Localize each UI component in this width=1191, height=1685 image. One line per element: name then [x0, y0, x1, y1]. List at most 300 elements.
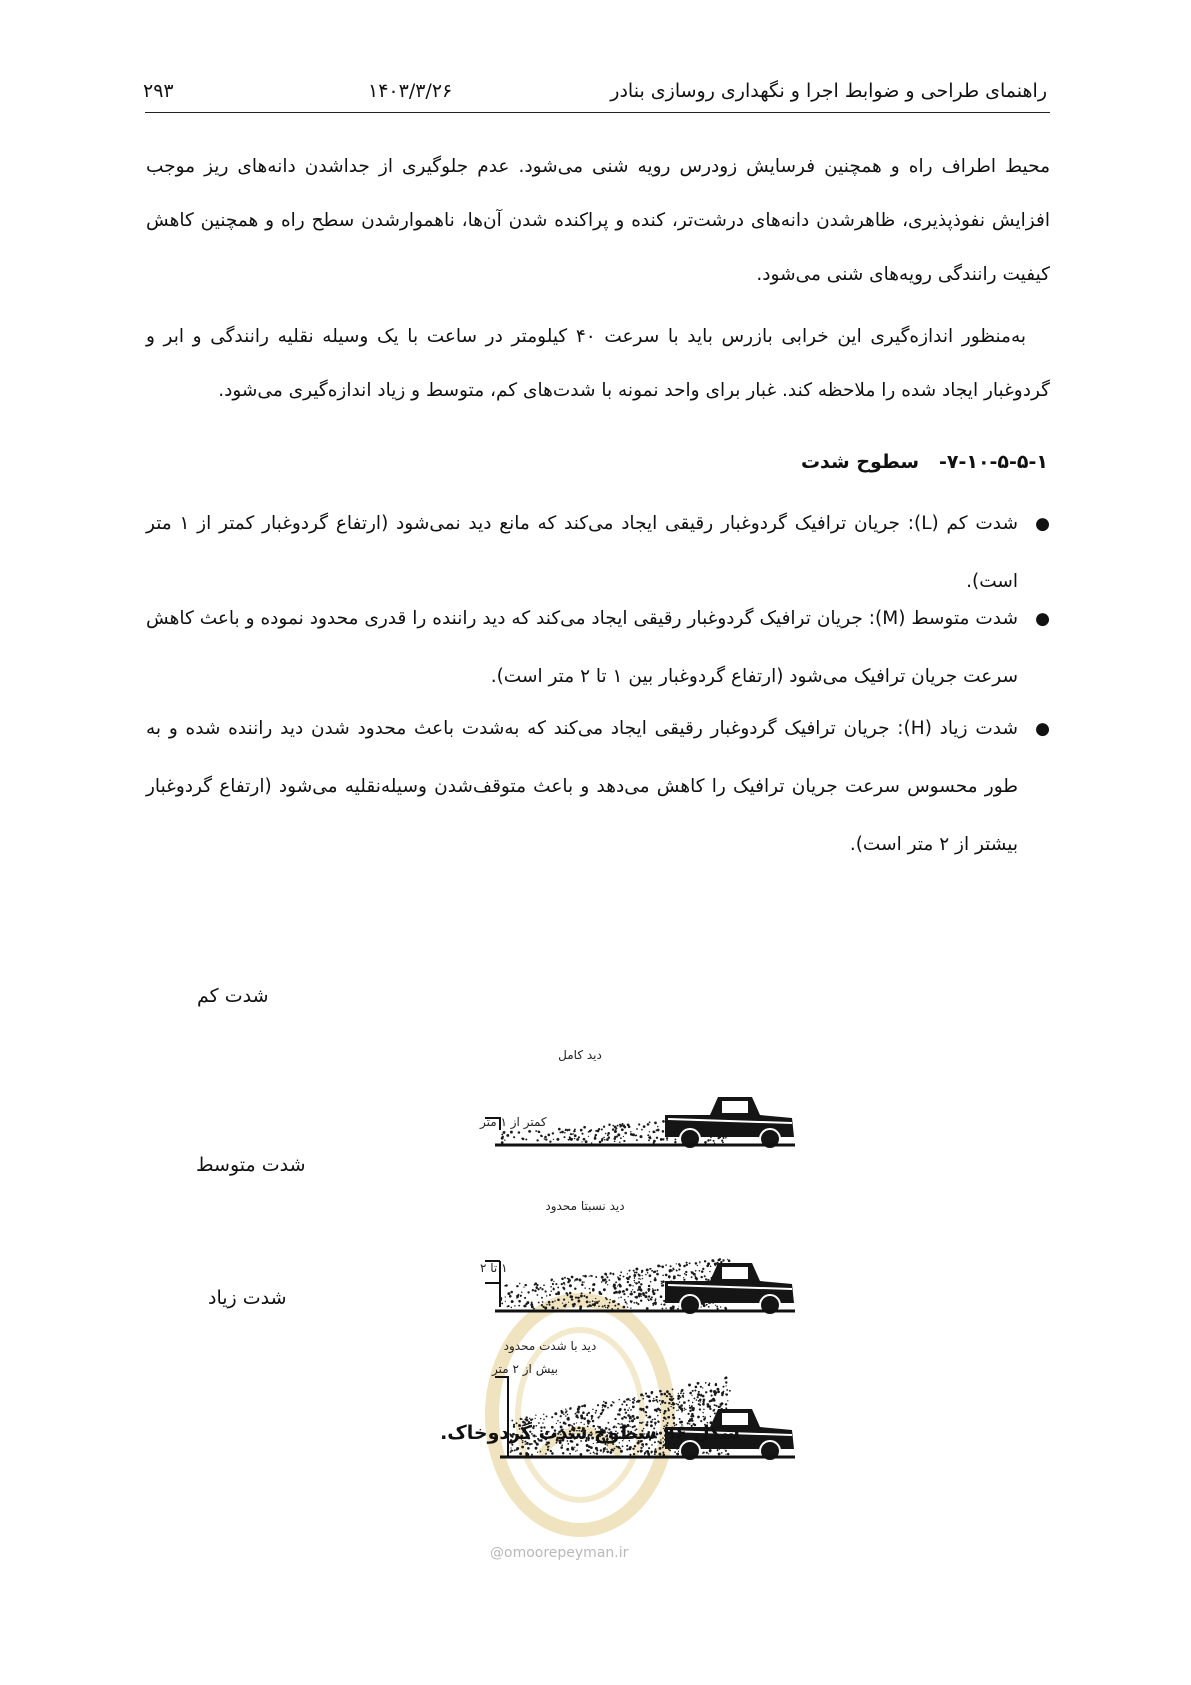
dust-particle: [602, 1404, 605, 1407]
dust-particle: [629, 1407, 630, 1408]
dust-particle: [547, 1448, 549, 1450]
dust-particle: [625, 1412, 627, 1414]
dust-particle: [657, 1408, 660, 1411]
dust-particle: [701, 1394, 702, 1395]
dust-particle: [585, 1140, 588, 1143]
dust-particle: [563, 1287, 565, 1289]
dust-particle: [571, 1276, 574, 1279]
dust-particle: [582, 1411, 585, 1414]
dust-particle: [663, 1444, 665, 1446]
dust-particle: [553, 1139, 554, 1140]
dust-particle: [640, 1278, 641, 1279]
dust-particle: [511, 1307, 513, 1309]
dust-particle: [601, 1276, 604, 1279]
dust-particle: [705, 1391, 707, 1393]
dust-particle: [627, 1273, 628, 1274]
dust-particle: [644, 1454, 645, 1455]
dust-particle: [635, 1282, 637, 1284]
dust-particle: [625, 1417, 627, 1419]
dust-particle: [507, 1305, 509, 1307]
dust-particle: [531, 1306, 532, 1307]
dust-particle: [709, 1383, 711, 1385]
dust-particle: [654, 1122, 657, 1125]
dust-particle: [598, 1306, 600, 1308]
dust-particle: [634, 1277, 636, 1279]
dust-particle: [527, 1447, 530, 1450]
dust-particle: [646, 1450, 649, 1453]
dust-particle: [634, 1282, 635, 1283]
dust-particle: [651, 1392, 653, 1394]
dust-particle: [542, 1301, 544, 1303]
dust-particle: [597, 1404, 599, 1406]
dust-particle: [557, 1286, 559, 1288]
dust-particle: [662, 1275, 664, 1277]
dust-particle: [619, 1399, 621, 1401]
dust-particle: [601, 1128, 603, 1130]
dust-particle: [697, 1396, 699, 1398]
dust-particle: [648, 1285, 650, 1287]
dust-particle: [538, 1131, 540, 1133]
dust-particle: [715, 1405, 717, 1407]
dust-particle: [525, 1139, 527, 1141]
dust-particle: [602, 1305, 604, 1307]
dust-particle: [728, 1259, 731, 1262]
dust-particle: [654, 1131, 656, 1133]
page-number: ۲۹۳: [143, 80, 174, 102]
dust-particle: [576, 1414, 578, 1416]
dust-particle: [630, 1285, 632, 1287]
dust-particle: [692, 1409, 694, 1411]
dust-particle: [605, 1133, 607, 1135]
dust-particle: [630, 1416, 632, 1418]
dust-particle: [658, 1453, 661, 1456]
dust-particle: [603, 1288, 606, 1291]
dust-diagram-medium: [400, 1195, 850, 1325]
dust-particle: [664, 1410, 667, 1413]
dust-particle: [661, 1265, 664, 1268]
dust-particle: [660, 1412, 661, 1413]
truck-part: [722, 1101, 748, 1113]
dust-particle: [544, 1290, 546, 1292]
dust-particle: [684, 1409, 685, 1410]
dust-particle: [565, 1129, 567, 1131]
dust-particle: [500, 1297, 503, 1300]
dust-particle: [706, 1304, 708, 1306]
dust-particle: [680, 1392, 682, 1394]
dust-particle: [563, 1413, 565, 1415]
dust-particle: [675, 1403, 677, 1405]
dust-particle: [623, 1400, 626, 1403]
figure-caption: شکل ۹۶ سطوح شدت گردوخاک.: [440, 1422, 740, 1444]
dust-particle: [697, 1416, 700, 1419]
dust-particle: [624, 1408, 626, 1410]
dust-particle: [709, 1271, 710, 1272]
dust-particle: [580, 1416, 583, 1419]
dust-particle: [527, 1291, 529, 1293]
dust-particle: [642, 1292, 645, 1295]
dust-particle: [565, 1410, 567, 1412]
dust-particle: [710, 1390, 713, 1393]
dust-particle: [578, 1136, 580, 1138]
dust-particle: [586, 1414, 588, 1416]
dust-particle: [674, 1451, 676, 1453]
dust-particle: [630, 1307, 631, 1308]
dust-particle: [595, 1276, 597, 1278]
dust-particle: [703, 1408, 705, 1410]
section-heading: [801, 451, 1048, 473]
dust-particle: [727, 1453, 729, 1455]
dust-particle: [591, 1275, 593, 1277]
dust-particle: [647, 1272, 649, 1274]
dust-particle: [506, 1134, 509, 1137]
dust-particle: [627, 1306, 629, 1308]
dust-particle: [612, 1125, 614, 1127]
dust-particle: [626, 1404, 628, 1406]
dust-particle: [549, 1141, 551, 1143]
dust-particle: [541, 1297, 543, 1299]
dust-particle: [721, 1452, 723, 1454]
dust-particle: [656, 1273, 659, 1276]
dust-particle: [672, 1416, 675, 1419]
dust-particle: [640, 1393, 643, 1396]
dust-particle: [652, 1419, 653, 1420]
figure-label-medium: شدت متوسط: [196, 1154, 306, 1176]
dust-particle: [554, 1412, 557, 1415]
dust-particle: [626, 1445, 628, 1447]
dust-particle: [707, 1139, 709, 1141]
dust-particle: [623, 1140, 625, 1142]
dust-particle: [662, 1138, 664, 1140]
dust-particle: [633, 1453, 635, 1455]
dust-particle: [615, 1128, 617, 1130]
dust-particle: [599, 1141, 602, 1144]
dust-particle: [686, 1264, 688, 1266]
dust-particle: [619, 1275, 621, 1277]
dust-particle: [657, 1289, 659, 1291]
dust-particle: [649, 1137, 652, 1140]
dust-particle: [688, 1384, 691, 1387]
dust-particle: [650, 1281, 652, 1283]
body-paragraph-1: محیط اطراف راه و همچنین فرسایش زودرس رویه شنی می‌شود. عدم جلوگیری از جداشدن دانه‌های ریز موجب افزایش نفوذپذیری، ظاهرشدن دانه‌های درشت‌تر، کنده و پراکنده شدن آن‌ها، ناهموارشدن سطح راه و همچنین کاهش کیفیت رانندگی رویه‌های شنی می‌شود.: [146, 156, 1050, 285]
dust-particle: [646, 1268, 649, 1271]
dust-particle: [638, 1293, 641, 1296]
dust-particle: [633, 1274, 636, 1277]
dust-particle: [657, 1415, 659, 1417]
dust-particle: [689, 1410, 691, 1412]
dust-particle: [636, 1139, 638, 1141]
dust-particle: [689, 1405, 690, 1406]
dust-particle: [613, 1402, 615, 1404]
dust-particle: [596, 1452, 598, 1454]
dust-particle: [609, 1451, 612, 1454]
dust-particle: [589, 1276, 590, 1277]
dust-particle: [629, 1270, 631, 1272]
dust-particle: [648, 1139, 650, 1141]
dust-particle: [726, 1389, 728, 1391]
dust-particle: [676, 1410, 677, 1411]
dust-particle: [707, 1405, 710, 1408]
dust-particle: [655, 1399, 657, 1401]
dust-particle: [646, 1307, 649, 1310]
dust-particle: [650, 1299, 652, 1301]
dust-particle: [721, 1402, 724, 1405]
dust-particle: [536, 1287, 538, 1289]
dust-particle: [583, 1295, 585, 1297]
dust-particle: [613, 1448, 615, 1450]
dust-particle: [677, 1395, 680, 1398]
dust-particle: [516, 1297, 518, 1299]
dust-particle: [607, 1407, 609, 1409]
dust-particle: [649, 1131, 650, 1132]
dust-particle: [725, 1137, 726, 1138]
dust-particle: [639, 1408, 642, 1411]
dust-particle: [657, 1126, 658, 1127]
watermark-text: @omoorepeyman.ir: [490, 1545, 629, 1561]
truck-part: [722, 1267, 748, 1279]
dust-particle: [722, 1259, 724, 1261]
dust-particle: [634, 1296, 636, 1298]
dust-particle: [663, 1412, 665, 1414]
dust-particle: [702, 1268, 704, 1270]
dust-particle: [636, 1416, 639, 1419]
dust-particle: [637, 1451, 639, 1453]
dust-particle: [698, 1400, 700, 1402]
dust-particle: [703, 1452, 705, 1454]
dust-particle: [570, 1133, 572, 1135]
dust-particle: [514, 1449, 516, 1451]
dust-particle: [503, 1131, 506, 1134]
dust-particle: [554, 1300, 555, 1301]
dust-particle: [560, 1415, 562, 1417]
dust-particle: [603, 1448, 606, 1451]
dust-particle: [660, 1266, 661, 1267]
dust-particle: [613, 1292, 616, 1295]
dust-particle: [544, 1307, 547, 1310]
dust-particle: [691, 1407, 692, 1408]
dust-particle: [673, 1268, 675, 1270]
dust-particle: [602, 1409, 605, 1412]
dust-particle: [610, 1404, 613, 1407]
dust-particle: [569, 1292, 572, 1295]
dust-particle: [642, 1275, 643, 1276]
dust-particle: [699, 1408, 701, 1410]
header-divider: [145, 112, 1050, 113]
dust-particle: [617, 1285, 618, 1286]
dust-particle: [621, 1128, 624, 1131]
dust-particle: [623, 1306, 626, 1309]
dust-particle: [540, 1287, 542, 1289]
dust-particle: [661, 1282, 663, 1284]
dust-particle: [626, 1303, 627, 1304]
dust-particle: [595, 1447, 598, 1450]
dust-particle: [713, 1140, 715, 1142]
dust-particle: [718, 1406, 721, 1409]
dust-particle: [565, 1304, 567, 1306]
dust-particle: [592, 1409, 593, 1410]
dust-particle: [645, 1406, 648, 1409]
dust-particle: [614, 1140, 616, 1142]
figure-label-low: شدت کم: [197, 985, 269, 1007]
dust-particle: [683, 1393, 685, 1395]
dust-particle: [703, 1304, 706, 1307]
dust-particle: [547, 1134, 550, 1137]
dust-particle: [713, 1399, 716, 1402]
dust-particle: [643, 1125, 646, 1128]
dust-particle: [654, 1277, 656, 1279]
dust-particle: [574, 1447, 575, 1448]
dust-particle: [559, 1131, 561, 1133]
dust-particle: [586, 1296, 589, 1299]
dust-particle: [640, 1450, 643, 1453]
dust-particle: [516, 1448, 518, 1450]
dust-particle: [529, 1418, 530, 1419]
dust-particle: [689, 1407, 691, 1409]
dust-particle: [664, 1402, 665, 1403]
dust-particle: [695, 1277, 698, 1280]
dust-particle: [518, 1131, 521, 1134]
bullet-dot-icon: ●: [1035, 514, 1050, 534]
dust-particle: [584, 1287, 585, 1288]
dust-particle: [692, 1390, 694, 1392]
dust-particle: [648, 1416, 651, 1419]
dust-particle: [576, 1278, 579, 1281]
dust-particle: [621, 1417, 624, 1420]
dust-particle: [715, 1305, 716, 1306]
dust-particle: [673, 1403, 675, 1405]
dust-particle: [583, 1282, 584, 1283]
dust-particle: [654, 1409, 657, 1412]
dust-particle: [633, 1291, 635, 1293]
dust-particle: [525, 1305, 527, 1307]
dust-particle: [543, 1414, 544, 1415]
dust-particle: [565, 1415, 567, 1417]
dust-particle: [505, 1301, 506, 1302]
dust-particle: [553, 1288, 555, 1290]
dust-particle: [557, 1138, 559, 1140]
dust-particle: [524, 1297, 526, 1299]
dust-particle: [701, 1270, 704, 1273]
dust-particle: [643, 1446, 644, 1447]
dust-particle: [586, 1413, 588, 1415]
dust-particle: [521, 1137, 523, 1139]
dust-particle: [581, 1292, 583, 1294]
dust-particle: [653, 1140, 656, 1143]
dust-particle: [695, 1386, 698, 1389]
running-header-title: راهنمای طراحی و ضوابط اجرا و نگهداری روسازی بنادر: [610, 80, 1047, 102]
dust-particle: [640, 1299, 642, 1301]
dust-particle: [583, 1417, 586, 1420]
dust-particle: [655, 1298, 657, 1300]
dust-particle: [557, 1299, 560, 1302]
dust-particle: [573, 1133, 574, 1134]
severity-item-medium-text: شدت متوسط (M): جریان ترافیک گردوغبار رقیقی ایجاد می‌کند که دید راننده را قدری محدود نموده و باعث کاهش سرعت جریان ترافیک می‌شود (ارتفاع گردوغبار بین ۱ تا ۲ متر است).: [146, 608, 1019, 687]
dust-particle: [561, 1283, 563, 1285]
dust-particle: [662, 1280, 665, 1283]
dust-particle: [714, 1412, 716, 1414]
severity-item-low-text: شدت کم (L): جریان ترافیک گردوغبار رقیقی ایجاد می‌کند که مانع دید نمی‌شود (ارتفاع گردوغبار کمتر از ۱ متر است).: [146, 513, 1018, 592]
dust-particle: [601, 1281, 603, 1283]
height-marker: [495, 1377, 508, 1457]
dust-particle: [660, 1138, 663, 1141]
dust-particle: [525, 1452, 528, 1455]
dust-particle: [505, 1296, 506, 1297]
dust-particle: [633, 1302, 635, 1304]
dust-particle: [534, 1290, 537, 1293]
dust-particle: [668, 1402, 670, 1404]
dust-particle: [514, 1305, 516, 1307]
dust-particle: [543, 1284, 545, 1286]
dust-particle: [659, 1447, 662, 1450]
dust-particle: [670, 1406, 671, 1407]
dust-particle: [621, 1403, 623, 1405]
dust-particle: [691, 1276, 693, 1278]
dust-particle: [528, 1130, 531, 1133]
dust-particle: [540, 1135, 542, 1137]
dust-particle: [535, 1130, 537, 1132]
dust-particle: [725, 1393, 726, 1394]
dust-particle: [681, 1409, 683, 1411]
dust-particle: [564, 1277, 566, 1279]
dust-particle: [706, 1452, 708, 1454]
dust-particle: [551, 1306, 554, 1309]
dust-particle: [604, 1139, 606, 1141]
dust-particle: [679, 1275, 681, 1277]
dust-particle: [571, 1447, 574, 1450]
dust-particle: [561, 1131, 564, 1134]
dust-particle: [510, 1447, 511, 1448]
dust-particle: [577, 1417, 579, 1419]
dust-particle: [546, 1304, 548, 1306]
dust-particle: [727, 1400, 728, 1401]
dust-particle: [631, 1291, 633, 1293]
dust-particle: [637, 1303, 639, 1305]
dust-particle: [614, 1305, 616, 1307]
dust-particle: [576, 1412, 577, 1413]
dust-particle: [603, 1126, 605, 1128]
dust-particle: [588, 1136, 589, 1137]
dust-particle: [721, 1394, 723, 1396]
dust-particle: [575, 1451, 576, 1452]
dust-particle: [594, 1305, 595, 1306]
severity-list-3: [146, 700, 1050, 874]
dust-particle: [602, 1407, 603, 1408]
dust-particle: [627, 1398, 629, 1400]
dust-particle: [668, 1393, 670, 1395]
dust-particle: [697, 1265, 698, 1266]
dust-particle: [648, 1290, 650, 1292]
dust-particle: [635, 1268, 638, 1271]
dust-particle: [583, 1404, 586, 1407]
dust-particle: [720, 1306, 722, 1308]
dust-height-label-medium: ۱ تا ۲: [480, 1261, 508, 1275]
dust-particle: [685, 1274, 687, 1276]
dust-particle: [564, 1132, 566, 1134]
dust-particle: [606, 1448, 608, 1450]
dust-particle: [670, 1265, 672, 1267]
dust-particle: [612, 1128, 614, 1130]
dust-particle: [668, 1409, 670, 1411]
dust-particle: [612, 1300, 615, 1303]
dust-particle: [645, 1392, 647, 1394]
dust-particle: [654, 1271, 656, 1273]
dust-particle: [632, 1448, 634, 1450]
dust-particle: [617, 1125, 619, 1127]
dust-particle: [641, 1129, 643, 1131]
dust-particle: [591, 1418, 592, 1419]
dust-particle: [725, 1454, 726, 1455]
dust-particle: [710, 1416, 711, 1417]
dust-particle: [531, 1454, 533, 1456]
